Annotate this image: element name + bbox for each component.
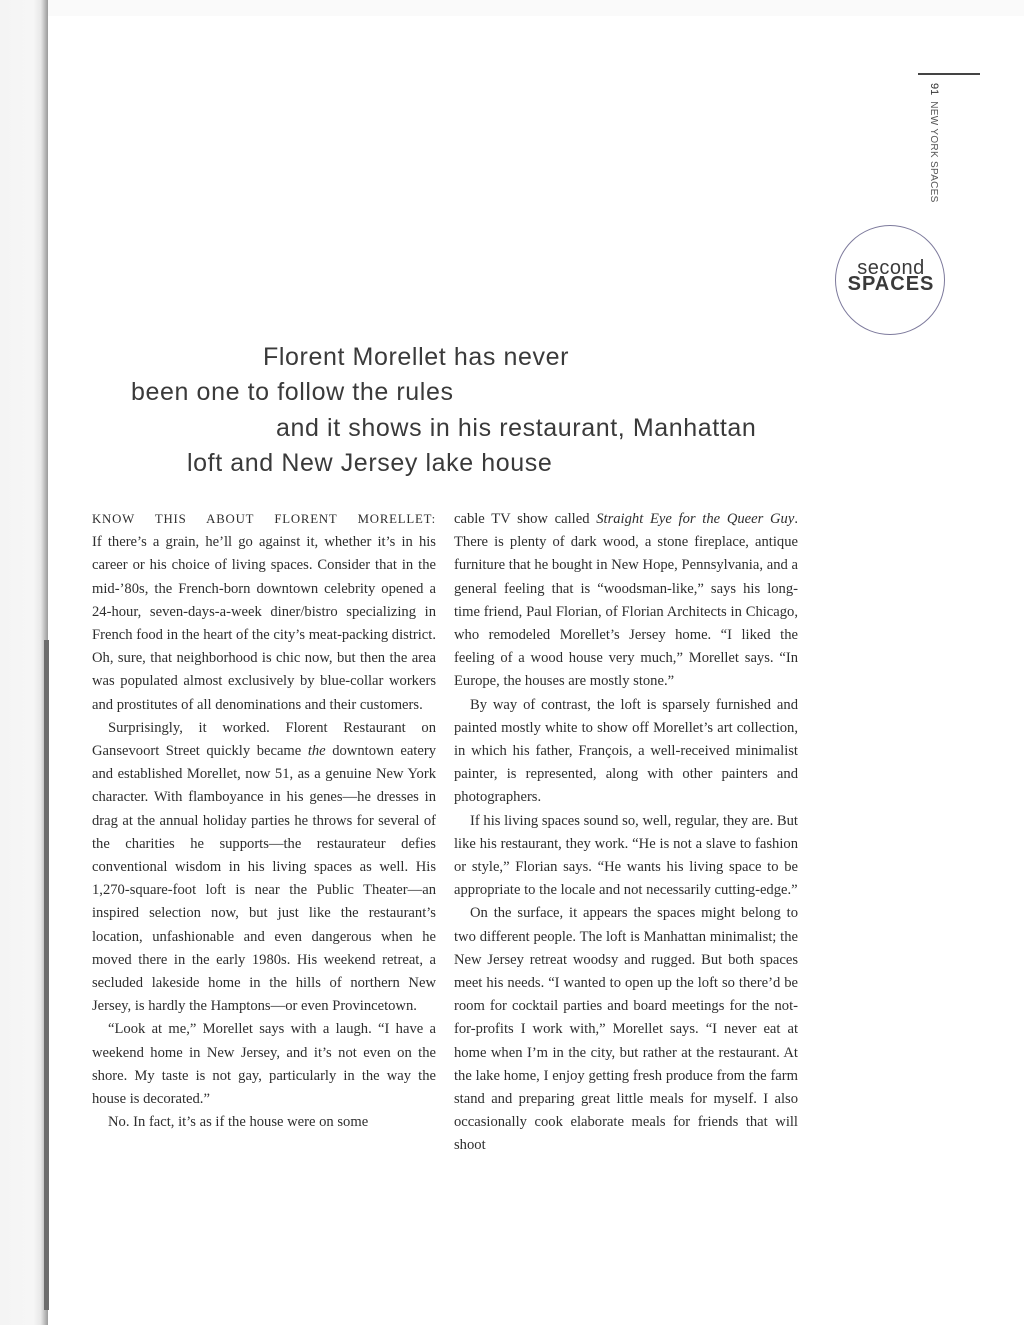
- deck-line-1: Florent Morellet has never: [263, 343, 570, 371]
- section-name: NEW YORK SPACES: [928, 101, 939, 203]
- article-column-right: [454, 508, 798, 1158]
- running-head: [924, 83, 940, 243]
- paragraph: [92, 508, 436, 717]
- emphasis: the: [307, 743, 326, 760]
- scan-page-edge: [0, 0, 48, 1325]
- paragraph: No. In fact, it’s as if the house were on some: [108, 1114, 369, 1131]
- folio-rule: [918, 73, 980, 75]
- page-number: 91: [928, 83, 940, 96]
- paragraph: Surprisingly, it worked. Florent Restaurant on Gansevoort Street quickly became the downtown eatery and established Morellet, now 51, as a genuine New York character. With flamboyance in his genes—he dresses in drag at the annual holiday parties he throws for several of the charities he supports—the restaurateur defies conventional wisdom in his living spaces as well. His 1,270-square-foot loft is near the Public Theater—an inspired selection now, but just like the restaurant’s location, unfashionable and even dangerous when he moved there in the early 1980s. His weekend retreat, a secluded lakeside home in the hills of northern New Jersey, is hardly the Hamptons—or even Provincetown.: [92, 719, 437, 1015]
- deck-line-2: been one to follow the rules: [131, 378, 454, 406]
- paragraph: By way of contrast, the loft is sparsely furnished and painted mostly white to show off Morellet’s art collection, in which his father, François, a well-received minimalist painter, is represented, along with other painters and photographers.: [454, 696, 798, 806]
- paragraph: On the surface, it appears the spaces might belong to two different people. The loft is Manhattan minimalist; the New Jersey retreat woodsy and rugged. But both spaces meet his needs. “I wanted to open up the loft so there’d be room for cocktail parties and board meetings for the not-for-profits I work with,” Morellet says. “I never eat at home when I’m in the city, but rather at the restaurant. At the lake home, I enjoy getting fresh produce from the farm stand and preparing great little meals for myself. I also occasionally cook elaborate meals for friends that will shoot: [454, 905, 798, 1154]
- paragraph: “Look at me,” Morellet says with a laugh. “I have a weekend home in New Jersey, and it’s not even on the shore. My taste is not gay, particularly in the way the house is decorated.”: [92, 1021, 436, 1108]
- badge-word-spaces: SPACES: [847, 273, 935, 295]
- deck-line-4: loft and New Jersey lake house: [187, 449, 553, 477]
- top-margin: [48, 0, 1024, 16]
- lead-in: KNOW THIS ABOUT FLORENT MORELLET:: [92, 512, 436, 526]
- paragraph-text: If there’s a grain, he’ll go against it, whether it’s in his career or his choice of living spaces. Consider that in the mid-’80s, the French-born downtown celebrity opened a 24-hour, seven-days-a-week diner/bistro specializing in French food in the heart of the city’s meat-packing district. Oh, sure, that neighborhood is chic now, but then the area was populated almost exclusively by blue-collar workers and prostitutes of all denominations and their customers.: [92, 534, 436, 713]
- article-column-left: [92, 508, 436, 1134]
- paragraph: If his living spaces sound so, well, regular, they are. But like his restaurant, they work. “He is not a slave to fashion or style,” Florian says. “He wants his living space to be appropriate to the locale and not necessarily cutting-edge.”: [454, 812, 798, 899]
- binding-shadow: [44, 640, 49, 1310]
- deck-line-3: and it shows in his restaurant, Manhattan: [276, 414, 757, 442]
- second-spaces-badge: [835, 225, 945, 335]
- paragraph: cable TV show called Straight Eye for the Queer Guy. There is plenty of dark wood, a stone fireplace, antique furniture that he bought in New Hope, Pennsylvania, and a general feeling that is “woodsman-like,” says his long-time friend, Paul Florian, of Florian Architects in Chicago, who remodeled Morellet’s Jersey home. “I liked the feeling of a wood house very much,” Morellet says. “In Europe, the houses are mostly stone.”: [454, 511, 798, 690]
- badge-word-second: second: [857, 257, 925, 279]
- show-title: Straight Eye for the Queer Guy: [596, 511, 795, 527]
